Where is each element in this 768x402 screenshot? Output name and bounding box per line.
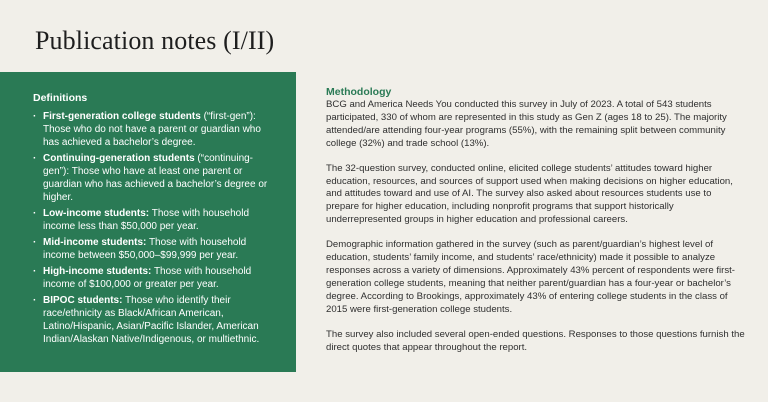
definition-detail: Those with household income between $50,000–$99,999 per year.: [43, 237, 247, 261]
methodology-heading: Methodology: [326, 86, 392, 98]
definition-term: Low-income students:: [43, 208, 150, 219]
definition-item: [33, 110, 276, 149]
definition-detail: Those with household income less than $50,000 per year.: [43, 208, 250, 232]
definition-item: [33, 207, 276, 233]
definitions-heading: Definitions: [33, 92, 88, 104]
definition-item: [33, 152, 276, 204]
definition-detail: Those with household income of $100,000 or greater per year.: [43, 266, 252, 290]
definition-term: First-generation college students: [43, 111, 201, 122]
definition-item: [33, 236, 276, 262]
definition-detail: Those who identify their race/ethnicity as Black/African American, Latino/Hispanic, Asian/Pacific Islander, American Indian/Alaskan Native/Indigenous, or multiethnic.: [43, 295, 260, 345]
methodology-paragraph: The survey also included several open-ended questions. Responses to those questions furnish the direct quotes that appear throughout the report.: [326, 328, 745, 353]
definition-detail: (“continuing-gen”): Those who have at least one parent or guardian who has achieved a bachelor’s degree or higher.: [43, 153, 268, 203]
definition-item: [33, 265, 276, 291]
definitions-panel: [0, 72, 296, 372]
methodology-paragraph: BCG and America Needs You conducted this survey in July of 2023. A total of 543 students participated, 330 of whom are represented in this study as Gen Z (ages 18 to 25). The majority attended/are attending four-year programs (55%), with the remaining split between community college (32%) and trade school (13%).: [326, 99, 727, 149]
definition-item: [33, 294, 276, 346]
definition-term: High-income students:: [43, 266, 152, 277]
definition-term: BIPOC students:: [43, 295, 123, 306]
methodology-paragraph: Demographic information gathered in the survey (such as parent/guardian’s highest level of education, students’ family income, and students’ race/ethnicity) made it possible to analyze responses across a variety of dimensions. Approximately 43% percent of respondents were first-generation college students, meaning that neither parent/guardian has a four-year or bachelor’s degree. According to Brookings, approximately 43% of entering college students in the class of 2015 were first-generation college students.: [326, 239, 735, 315]
definition-term: Continuing-generation students: [43, 153, 195, 164]
methodology-section: [326, 86, 746, 366]
methodology-paragraph: The 32-question survey, conducted online, elicited college students’ attitudes toward higher education, resources, and sources of support used when making decisions on higher education, and attitudes toward and use of AI. The survey also asked about resources students use to prepare for higher education, including nonprofit programs that support historically underrepresented groups in higher education and professional careers.: [326, 162, 733, 226]
page-title: Publication notes (I/II): [35, 26, 275, 55]
definition-detail: (“first-gen”): Those who do not have a parent or guardian who has achieved a bachelor’s degree.: [43, 111, 261, 148]
definitions-list: [33, 110, 276, 346]
definition-term: Mid-income students:: [43, 237, 147, 248]
